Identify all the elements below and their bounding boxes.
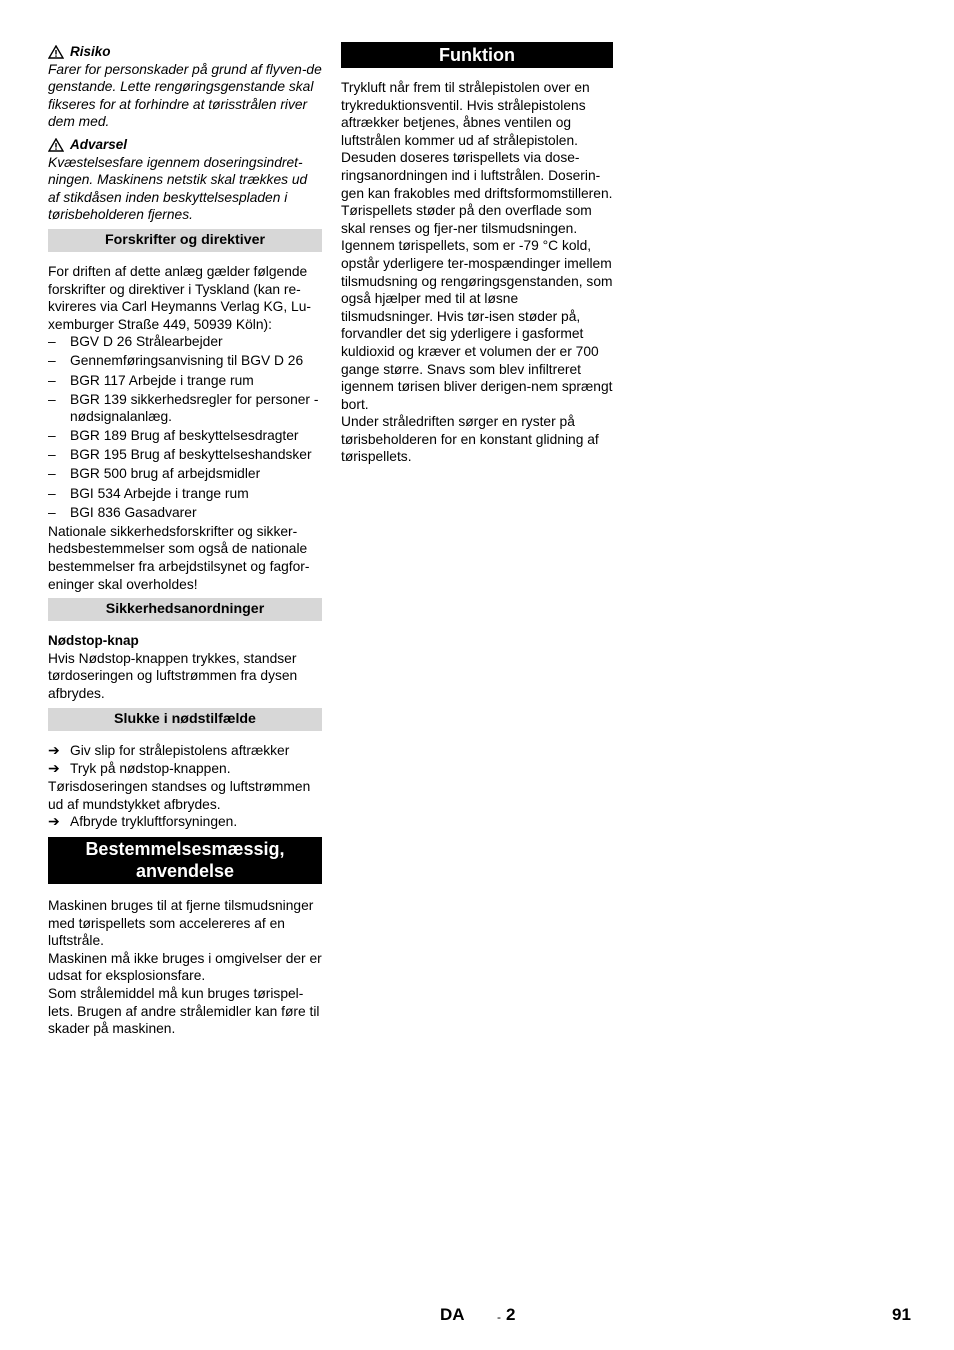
dash-icon: – [48,504,56,520]
risk-text: Farer for personskader på grund af flyven-de genstande. Lette rengøringsgenstande skal fikseres for at forhindre at tørisstrålen river dem med. [48,61,322,130]
risk-label: Risiko [70,44,111,59]
dash-icon: – [48,391,56,407]
section-heading-safety: Sikkerhedsanordninger [48,598,322,621]
function-p1: Trykluft når frem til strålepistolen over en trykreduktionsventil. Hvis strålepistolens aftrækker betjenes, åbnes ventilen og luftstrålen kommer ud af strålepistolen. Desuden doseres tørispellets via dose-ringsanordningen ind i luftstrålen. Doserin-gen kan frakobles med driftsformomstilleren. Tørispellets støder på den overflade som skal renses og fjer-ner tilsmudsningen. Igennem tørispellets, som er -79 °C kold, opstår yderligere ter-mospændinger imellem tilsmudsning og rengøringsgenstanden, som også hjælper med til at løsne tilsmudsninger. Hvis tør-isen støder på, forvandler det sig yderligere i gasformet kuldioxid og kræver et volumen der er 700 gange større. Snavs som blev infiltreret igennem tørisen bliver derigen-nem sprængt bort. [341,80,613,412]
page-number: 91 [892,1305,911,1324]
dash-icon: – [48,428,56,444]
warning-label: Advarsel [70,136,128,152]
footer-language: DA [440,1305,465,1324]
list-item: – BGR 195 Brug af beskyttelseshandsker [48,447,312,463]
list-item: – BGI 836 Gasadvarer [48,504,197,520]
list-item: ➔ Tryk på nødstop-knappen. [48,760,231,776]
list-item: – BGR 500 brug af arbejdsmidler [48,466,261,482]
dash-icon: – [48,372,56,388]
warning-heading [48,136,322,154]
list-item: – BGR 139 sikkerhedsregler for personer - nødsignalanlæg. [48,391,319,425]
warning-triangle-icon [48,45,64,59]
dash-icon: – [48,447,56,463]
arrow-right-icon: ➔ [48,760,60,776]
dash-icon: – [48,353,56,369]
regulations-intro: For driften af dette anlæg gælder følgende forskrifter og direktiver i Tyskland (kan re-kvireres via Carl Heymanns Verlag KG, Lu-xemburger Straße 449, 50939 Köln): [48,263,312,332]
left-column [48,42,322,1038]
list-item: – BGR 117 Arbejde i trange rum [48,372,254,388]
intended-use-p3: Som strålemiddel må kun bruges tørispel-lets. Brugen af andre strålemidler kan føre til skader på maskinen. [48,986,320,1037]
arrow-right-icon: ➔ [48,814,60,830]
section-heading-regulations: Forskrifter og direktiver [48,229,322,252]
list-item: ➔ Giv slip for strålepistolens aftrækker [48,742,290,758]
section-heading-intended-use: Bestemmelsesmæssig, anvendelse [48,837,322,884]
dash-icon: – [48,485,56,501]
footer-section-number: 2 [506,1305,516,1324]
regulations-list [48,333,322,521]
list-item: – BGV D 26 Strålearbejder [48,334,223,350]
list-item: – BGR 189 Brug af beskyttelsesdragter [48,428,299,444]
function-p2: Under stråledriften sørger en ryster på tørisbeholderen for en konstant glidning af tørispellets. [341,414,599,465]
emergency-note: Tørisdoseringen standses og luftstrømmen ud af mundstykket afbrydes. [48,779,311,812]
warning-triangle-icon [48,138,64,152]
right-column [341,42,613,466]
emergency-steps [48,742,322,778]
list-item: – BGI 534 Arbejde i trange rum [48,485,249,501]
section-heading-function: Funktion [341,42,613,68]
risk-heading [48,43,322,61]
emergency-steps-2 [48,813,322,831]
emergency-stop-subheading: Nødstop-knap [48,633,139,649]
list-item: ➔ Afbryde trykluftforsyningen. [48,814,238,830]
intended-use-p1: Maskinen bruges til at fjerne tilsmudsninger med tørispellets som accelereres af en luftstråle. [48,898,314,949]
emergency-stop-text: Hvis Nødstop-knappen trykkes, standser tørdoseringen og luftstrømmen fra dysen afbrydes. [48,650,298,701]
regulations-outro: Nationale sikkerhedsforskrifter og sikker-hedsbestemmelser som også de nationale bestemmelser fra arbejdstilsynet og fagfor-eninger skal overholdes! [48,523,310,592]
footer-separator: - [497,1310,501,1324]
dash-icon: – [48,334,56,350]
arrow-right-icon: ➔ [48,742,60,758]
dash-icon: – [48,466,56,482]
list-item: – Gennemføringsanvisning til BGV D 26 [48,353,304,369]
warning-text: Kvæstelsesfare igennem doseringsindret-ningen. Maskinens netstik skal trækkes ud af stikdåsen inden beskyttelsespladen i tørisbeholderen fjernes. [48,154,308,223]
intended-use-p2: Maskinen må ikke bruges i omgivelser der er udsat for eksplosionsfare. [48,950,322,984]
section-heading-emergency: Slukke i nødstilfælde [48,708,322,731]
